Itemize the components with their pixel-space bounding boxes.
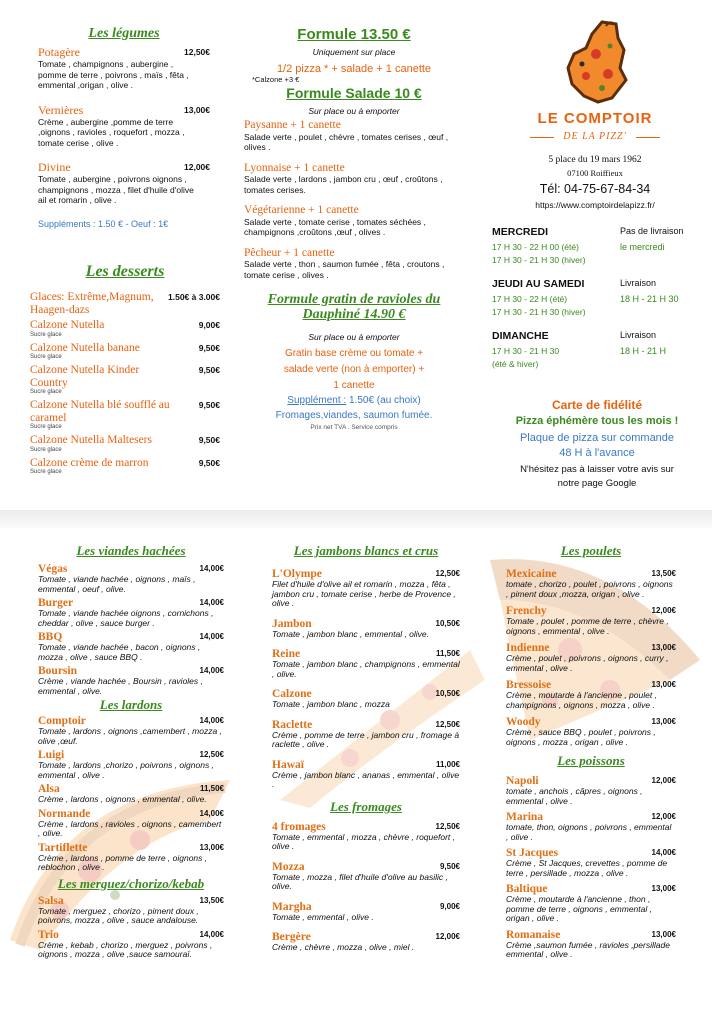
lardons-item-name: Luigi <box>38 749 65 761</box>
lardons-item-name: Tartiflette <box>38 841 88 854</box>
brand-tel: Tél: 04-75-67-84-34 <box>539 182 651 196</box>
brand-name: LE COMPTOIR <box>537 110 653 127</box>
formule2-sub: Sur place ou à emporter <box>308 106 400 116</box>
jambons-item-name: Raclette <box>272 718 313 731</box>
fidelite-line1: Pizza éphémère tous les mois ! <box>515 415 679 427</box>
jambons-item <box>272 618 460 640</box>
brand-rule-right <box>636 137 660 138</box>
jambons-item-price: 12,50€ <box>435 569 460 578</box>
brand-sub: DE LA PIZZ' <box>563 131 627 142</box>
poulets-item <box>506 716 676 747</box>
viandes-item-desc: Tomate , viande hachée , bacon , oignons , mozza , olive , sauce BBQ . <box>38 642 201 662</box>
hours-time: 17 H 30 - 21 H 30 (hiver) <box>492 255 586 265</box>
hours-time: 17 H 30 - 22 H (été) <box>492 294 568 304</box>
viandes-item <box>38 563 224 594</box>
desserts-item <box>30 399 220 431</box>
viandes-item-name: Burger <box>38 597 74 609</box>
desserts-item <box>30 434 220 454</box>
lardons-title: Les lardons <box>99 697 163 712</box>
formule3-sub: Sur place ou à emporter <box>308 332 400 342</box>
formule2-item-name: Végétarienne + 1 canette <box>244 204 359 216</box>
desserts-item <box>30 457 220 477</box>
formule3-supp-text: 1.50€ (au choix) <box>346 395 421 406</box>
poissons-item-desc: Crème , moutarde à l'ancienne , thon , pomme de terre , oignons , emmental , origan , olive . <box>506 894 652 923</box>
viandes-item-desc: Tomate , viande hachée oignons , cornichons , cheddar , olive , sauce burger . <box>38 608 214 628</box>
desserts-title: Les desserts <box>85 263 165 280</box>
fidelite-line2: Plaque de pizza sur commande <box>519 432 675 444</box>
desserts-item <box>30 364 220 396</box>
merguez-item <box>38 929 224 960</box>
fromages-item-name: Bergère <box>272 931 311 943</box>
poissons-item-price: 12,00€ <box>651 776 676 785</box>
desserts-item-price: 9,50€ <box>198 457 220 468</box>
legumes-item <box>38 104 210 149</box>
jambons-item <box>272 759 460 790</box>
poulets-item <box>506 642 676 673</box>
merguez-item-name: Salsa <box>38 894 64 907</box>
desserts-item <box>30 319 220 339</box>
poissons-item-price: 13,00€ <box>651 929 676 939</box>
poulets-item-desc: Tomate , poulet , pomme de terre , chèvre , oignons , emmental , olive . <box>506 616 669 636</box>
lardons-item-price: 14,00€ <box>199 716 224 725</box>
jambons-item-price: 12,50€ <box>435 719 460 729</box>
formule2-item-desc: Salade verte , poulet , chèvre , tomates cerises , œuf , olives . <box>244 131 449 152</box>
desserts-item-name: Calzone Nutella blé soufflé au caramel <box>30 399 170 424</box>
poissons-item-desc: Crème ,saumon fumée , ravioles ,persillade emmental , olive . <box>506 939 670 959</box>
merguez-item <box>38 895 224 926</box>
fromages-item-price: 9,50€ <box>439 861 460 871</box>
lardons-item-desc: Crème , lardons , oignons , emmental , olive. <box>38 794 207 804</box>
legumes-item-price: 12,00€ <box>184 162 210 172</box>
formule2-item-desc: Salade verte , tomate cerise , tomates séchées , champignons ,croûtons ,œuf , olives . <box>244 216 426 237</box>
jambons-item-name: L'Olympe <box>272 568 322 580</box>
jambons-item-price: 10,50€ <box>435 618 460 628</box>
fromages-item-name: Margha <box>272 900 312 913</box>
hours-time: (été & hiver) <box>492 359 539 369</box>
poissons-item <box>506 929 676 960</box>
poissons-item-name: Baltique <box>506 883 548 895</box>
poissons-item-name: St Jacques <box>506 847 559 859</box>
desserts-item-name: Glaces: Extrême,Magnum, Haagen-dazs <box>30 291 154 316</box>
formule2-item-name: Lyonnaise + 1 canette <box>244 161 345 174</box>
hours-row <box>492 226 707 278</box>
page-divider <box>0 510 712 528</box>
hours-row <box>492 278 707 330</box>
legumes-item-price: 13,00€ <box>184 104 210 115</box>
desserts-item-name: Calzone Nutella banane <box>30 341 140 354</box>
poissons-item-name: Marina <box>506 811 544 823</box>
hours-section <box>492 226 707 386</box>
lardons-item-price: 13,00€ <box>199 842 224 852</box>
legumes-item <box>38 46 210 91</box>
formule-section <box>238 26 470 431</box>
viandes-item-name: BBQ <box>38 631 63 643</box>
viandes-item <box>38 631 224 662</box>
merguez-item-price: 14,00€ <box>199 929 224 939</box>
poulets-item-desc: Crème , poulet , poivrons , oignons , curry , emmental , olive . <box>506 653 669 673</box>
lardons-item-name: Alsa <box>38 783 60 795</box>
brand-addr2: 07100 Roiffieux <box>567 168 623 178</box>
legumes-section <box>38 26 210 229</box>
viandes-item <box>38 665 224 696</box>
lardons-item-desc: Tomate , lardons , oignons ,camembert , mozza , olive ,œuf. <box>38 726 222 746</box>
viandes-item-price: 14,00€ <box>199 598 224 607</box>
poulets-title: Les poulets <box>560 543 622 558</box>
poissons-item <box>506 847 676 878</box>
hours-row <box>492 330 707 386</box>
formule2-item <box>244 204 470 238</box>
poulets-item-desc: Crème , sauce BBQ , poulet , poivrons , oignons , mozza , origan , olive . <box>506 727 656 747</box>
jambons-item-price: 10,50€ <box>435 689 460 698</box>
desserts-item <box>30 291 220 316</box>
poulets-item-desc: tomate , chorizo , poulet , poivrons , oignons , piment doux ,mozza, origan , olive . <box>506 579 673 599</box>
fidelite-section <box>482 398 712 489</box>
fromages-title: Les fromages <box>330 798 402 814</box>
poissons-item <box>506 775 676 806</box>
legumes-item-name: Divine <box>38 160 71 174</box>
formule1-note: *Calzone +3 € <box>252 75 300 84</box>
fromages-item-price: 12,50€ <box>435 821 460 831</box>
viandes-item-price: 14,00€ <box>199 632 224 641</box>
desserts-item-sub: Sucre glace <box>30 469 62 475</box>
jambons-item-name: Calzone <box>272 688 312 700</box>
fromages-item <box>272 931 460 953</box>
hours-right2: 18 H - 21 H <box>620 346 667 356</box>
lardons-item-desc: Tomate , lardons ,chorizo , poivrons , oignons , emmental , olive . <box>38 760 214 780</box>
formule3-supp-label: Supplément : <box>287 395 347 406</box>
desserts-item-price: 9,00€ <box>198 320 220 330</box>
poissons-item-price: 14,00€ <box>651 848 676 857</box>
desserts-item-name: Calzone Nutella <box>30 319 105 331</box>
formule3-supplement <box>238 394 470 408</box>
poulets-item-name: Mexicaine <box>506 568 557 580</box>
hours-right2: le mercredi <box>620 242 665 252</box>
lardons-item-name: Comptoir <box>38 715 86 727</box>
bottom-left-column <box>38 543 224 963</box>
legumes-supplements: Suppléments : 1.50 € - Oeuf : 1€ <box>38 218 169 229</box>
jambons-item <box>272 568 460 609</box>
jambons-item <box>272 688 460 710</box>
jambons-item <box>272 719 460 750</box>
formule2-item <box>244 119 470 153</box>
jambons-item-name: Jambon <box>272 617 312 630</box>
poulets-item-price: 13,50€ <box>651 569 676 578</box>
fidelite-line4: N'hésitez pas à laisser votre avis sur <box>520 464 674 475</box>
viandes-item-desc: Crème , viande hachée , Boursin , ravioles , emmental , olive. <box>38 676 203 696</box>
fromages-item-name: Mozza <box>272 860 305 873</box>
jambons-title: Les jambons blancs et crus <box>293 543 439 558</box>
jambons-item-desc: Crème , pomme de terre , jambon cru , fromage à raclette , olive . <box>272 729 460 749</box>
formule3-supp-line2: Fromages,viandes, saumon fumée. <box>275 410 433 421</box>
formule2-item-name: Paysanne + 1 canette <box>244 119 341 131</box>
ardeche-pizza-logo-icon <box>562 18 632 106</box>
hours-time: 17 H 30 - 21 H 30 <box>492 346 560 356</box>
legumes-title: Les légumes <box>88 26 160 41</box>
formule3-line2: salade verte (non à emporter) + <box>283 364 425 375</box>
brand-addr1: 5 place du 19 mars 1962 <box>548 155 642 165</box>
jambons-item-price: 11,50€ <box>435 649 460 658</box>
viandes-title: Les viandes hachées <box>76 543 186 558</box>
fidelite-title: Carte de fidélité <box>551 398 643 412</box>
poulets-item-name: Frenchy <box>506 605 547 617</box>
desserts-item-sub: Sucre glace <box>30 389 62 395</box>
desserts-item-sub: Sucre glace <box>30 331 62 338</box>
lardons-item-price: 14,00€ <box>199 808 224 818</box>
brand-rule-left <box>530 137 554 138</box>
fromages-item-price: 9,00€ <box>439 901 460 911</box>
formule2-title: Formule Salade 10 € <box>286 85 422 101</box>
poulets-item-price: 13,00€ <box>651 717 676 726</box>
bottom-middle-column <box>272 543 460 962</box>
poissons-item-price: 12,00€ <box>651 812 676 821</box>
formule2-item-desc: Salade verte , thon , saumon fumée , fêta , croutons , tomate cerise , olives . <box>244 259 445 280</box>
desserts-item-name: Calzone crème de marron <box>30 456 149 469</box>
brand-sub-wrap <box>530 131 660 145</box>
legumes-item-name: Potagère <box>38 45 80 59</box>
poulets-item <box>506 605 676 636</box>
fidelite-line3: 48 H à l'avance <box>559 447 635 459</box>
fromages-item-price: 12,00€ <box>435 932 460 941</box>
poissons-item-desc: Crème , St Jacques, crevettes , pomme de terre , persillade , mozza , olive . <box>506 858 668 878</box>
poulets-item <box>506 568 676 599</box>
jambons-item-desc: Tomate , jambon blanc , champignons , emmental , olive. <box>272 659 460 679</box>
merguez-title: Les merguez/chorizo/kebab <box>57 875 205 891</box>
poulets-item <box>506 679 676 710</box>
hours-right: Livraison <box>620 330 657 340</box>
desserts-item-price: 9,50€ <box>198 400 220 410</box>
fromages-item <box>272 901 460 923</box>
formule3-line1: Gratin base crème ou tomate + <box>284 348 424 359</box>
formule2-item-desc: Salade verte , lardons , jambon cru , œuf , croûtons , tomates cerises. <box>244 174 443 195</box>
lardons-item <box>38 783 224 805</box>
desserts-item-price: 9,50€ <box>198 342 220 353</box>
viandes-item-price: 14,00€ <box>199 564 224 573</box>
poulets-item-price: 13,00€ <box>651 680 676 689</box>
lardons-item-price: 12,50€ <box>199 750 224 759</box>
hours-time: 17 H 30 - 22 H 00 (été) <box>492 242 579 252</box>
formule1-sub: Uniquement sur place <box>312 47 396 57</box>
poissons-title: Les poissons <box>557 753 625 768</box>
legumes-item <box>38 161 210 206</box>
legumes-item-price: 12,50€ <box>184 47 210 57</box>
lardons-item <box>38 749 224 780</box>
formule2-item <box>244 162 470 196</box>
legumes-item-name: Vernières <box>38 102 84 117</box>
poulets-item-name: Indienne <box>506 642 550 654</box>
lardons-item-price: 11,50€ <box>199 784 224 793</box>
desserts-item-sub: Sucre glace <box>30 424 62 430</box>
formule1-title: Formule 13.50 € <box>297 26 411 43</box>
jambons-item-name: Reine <box>272 648 301 660</box>
formule2-item <box>244 247 470 281</box>
brand-url[interactable]: https://www.comptoirdelapizz.fr/ <box>535 200 655 210</box>
poissons-item <box>506 811 676 842</box>
viandes-item-desc: Tomate , viande hachée , oignons , maïs , emmental , oeuf , olive. <box>38 574 196 594</box>
hours-time: 17 H 30 - 21 H 30 (hiver) <box>492 307 586 317</box>
formule3-line3: 1 canette <box>333 380 375 391</box>
legumes-item-desc: Crème , aubergine ,pomme de terre ,oignons , ravioles , roquefort , mozza , tomate cerise , olive . <box>38 116 185 148</box>
desserts-item-price: 1.50€ à 3.00€ <box>168 292 220 302</box>
merguez-item-price: 13,50€ <box>199 895 224 905</box>
formule3-note: Prix net TVA . Service compris <box>310 424 398 431</box>
hours-right2: 18 H - 21 H 30 <box>620 294 679 304</box>
poissons-item-name: Romanaise <box>506 928 561 941</box>
merguez-item-name: Trio <box>38 928 59 941</box>
lardons-item <box>38 842 224 873</box>
fromages-item <box>272 861 460 892</box>
formule2-item-name: Pêcheur + 1 canette <box>244 246 335 259</box>
jambons-item-desc: Crème , jambon blanc , ananas , emmental , olive . <box>272 769 460 789</box>
poulets-item-price: 13,00€ <box>651 643 676 652</box>
poissons-item <box>506 883 676 924</box>
viandes-item-price: 14,00€ <box>199 666 224 675</box>
desserts-item-price: 9,50€ <box>198 435 220 445</box>
poissons-item-name: Napoli <box>506 775 539 787</box>
fromages-item-desc: Tomate , mozza , filet d'huile d'olive au basilic , olive. <box>272 871 448 891</box>
jambons-item-desc: Tomate , jambon blanc , mozza <box>272 699 390 709</box>
desserts-item-sub: Sucre glace <box>30 446 62 453</box>
viandes-item <box>38 597 224 628</box>
merguez-item-desc: Crème , kebab , chorizo , merguez , poivrons , oignons , mozza , olive ,sauce samouraï. <box>38 939 213 959</box>
desserts-item-price: 9,50€ <box>198 365 220 375</box>
desserts-section <box>30 263 220 479</box>
lardons-item <box>38 808 224 839</box>
jambons-item-desc: Filet d'huile d'olive ail et romarin , mozza , fêta , jambon cru , tomate cerise , herbe de Provence , olive . <box>272 579 456 608</box>
jambons-item-desc: Tomate , jambon blanc , emmental , olive. <box>272 628 430 639</box>
jambons-item-price: 11,00€ <box>435 759 460 769</box>
viandes-item-name: Végas <box>38 563 68 575</box>
desserts-item <box>30 342 220 362</box>
fidelite-line5: notre page Google <box>557 478 637 489</box>
legumes-item-desc: Tomate , champignons , aubergine , pomme de terre , poivrons , maïs , fêta , emmental ,origan , olive . <box>38 59 189 90</box>
poulets-item-name: Bressoise <box>506 679 552 691</box>
fromages-item-desc: Tomate , emmental , olive . <box>272 911 374 922</box>
bottom-right-column <box>506 543 676 965</box>
jambons-item-name: Hawaï <box>272 758 304 771</box>
poulets-item-name: Woody <box>506 716 541 728</box>
hours-day: JEUDI AU SAMEDI <box>492 278 585 290</box>
hours-day: MERCREDI <box>492 226 549 238</box>
fromages-item-desc: Crème , chèvre , mozza , olive , miel . <box>272 942 415 952</box>
jambons-item <box>272 648 460 679</box>
formule3-title: Formule gratin de ravioles du Dauphiné 14.90 € <box>267 292 441 322</box>
fromages-item-name: 4 fromages <box>272 820 326 833</box>
fromages-item <box>272 821 460 852</box>
desserts-item-name: Calzone Nutella Maltesers <box>30 434 152 446</box>
poulets-item-price: 12,00€ <box>651 606 676 615</box>
formule1-line: 1/2 pizza * + salade + 1 canette <box>276 63 432 75</box>
poissons-item-desc: tomate, thon, oignons , poivrons , emmental , olive . <box>506 822 672 842</box>
viandes-item-name: Boursin <box>38 665 77 677</box>
lardons-item-desc: Crème , lardons , pomme de terre , oignons , reblochon , olive . <box>38 852 208 872</box>
hours-right: Pas de livraison <box>620 226 684 236</box>
poissons-item-desc: tomate , anchois , câpres , oignons , emmental , olive . <box>506 786 643 806</box>
desserts-item-name: Calzone Nutella Kinder Country <box>30 364 140 389</box>
fromages-item-desc: Tomate , emmental , mozza , chèvre , roquefort , olive . <box>272 831 455 851</box>
merguez-item-desc: Tomate , merguez , chorizo , piment doux , poivrons, mozza , olive , sauce andalouse. <box>38 905 199 925</box>
desserts-item-sub: Sucre glace <box>30 354 62 360</box>
legumes-item-desc: Tomate , aubergine , poivrons oignons , champignons , mozza , filet d'huile d'olive ail et romarin , olive . <box>38 174 194 205</box>
hours-right: Livraison <box>620 278 657 288</box>
hours-day: DIMANCHE <box>492 330 549 342</box>
poulets-item-desc: Crème , moutarde à l'ancienne , poulet , champignons , oignons , mozza , olive . <box>506 690 657 710</box>
lardons-item <box>38 715 224 746</box>
lardons-item-desc: Crème , lardons , ravioles , oignons , camembert , olive. <box>38 818 222 838</box>
poissons-item-price: 13,00€ <box>651 884 676 893</box>
lardons-item-name: Normande <box>38 807 91 820</box>
